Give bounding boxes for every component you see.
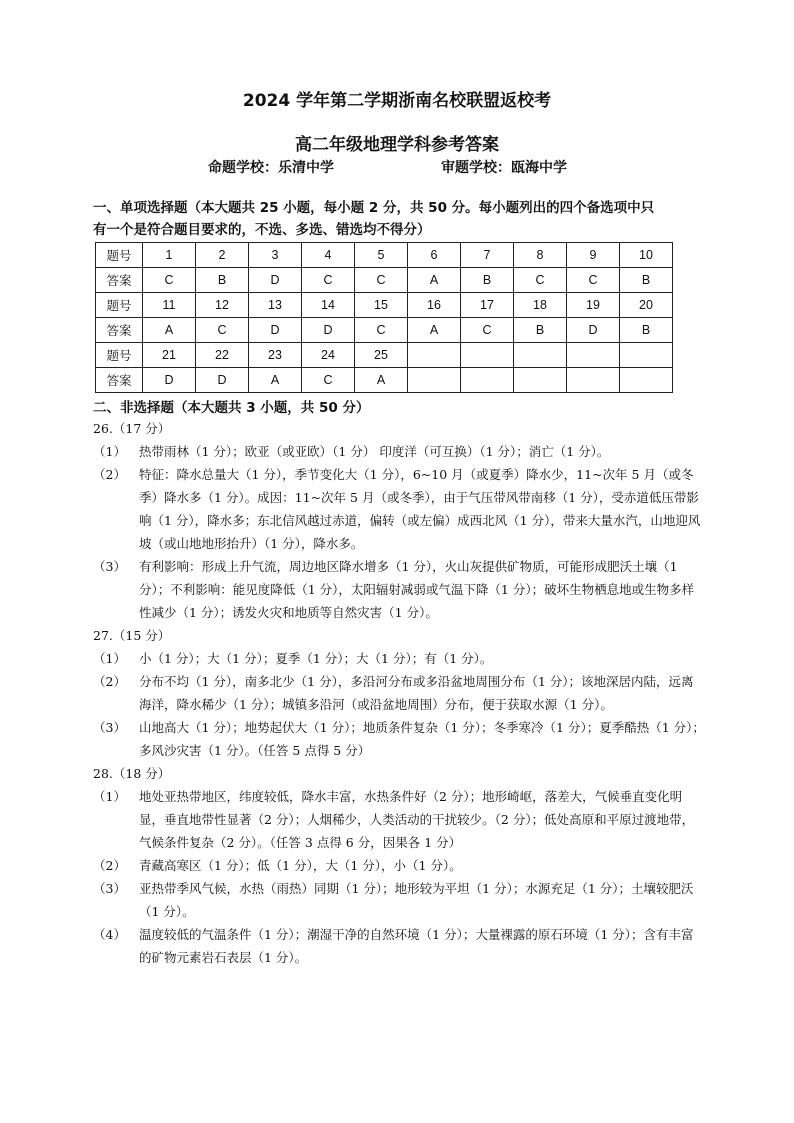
- reviewer-school: 审题学校：瓯海中学: [441, 160, 567, 176]
- question-title: 26.（17 分）: [93, 421, 171, 436]
- answer-cell: 19: [567, 293, 620, 318]
- answer-table: [95, 242, 673, 393]
- item-text: 青藏高寒区（1 分）；低（1 分），大（1 分），小（1 分）。: [139, 858, 462, 873]
- answer-cell: 9: [567, 243, 620, 268]
- answer-item: [93, 923, 705, 969]
- answer-cell: D: [196, 368, 249, 393]
- answer-item: [93, 877, 705, 923]
- answer-item: [93, 647, 705, 670]
- item-text: 温度较低的气温条件（1 分）；潮湿干净的自然环境（1 分）；大量裸露的原石环境（1 分）；含有丰富的矿物元素岩石表层（1 分）。: [139, 927, 694, 965]
- answer-cell: B: [196, 268, 249, 293]
- item-number: （3）: [93, 559, 126, 574]
- section1-heading: [93, 197, 705, 241]
- answer-cell: 6: [408, 243, 461, 268]
- item-text: 分布不均（1 分），南多北少（1 分），多沿河分布或多沿盆地周围分布（1 分）；该地深居内陆，远离海洋，降水稀少（1 分）；城镇多沿河（或沿盆地周围）分布，便于获取水源（1 分）。: [139, 674, 694, 712]
- answer-cell: 15: [355, 293, 408, 318]
- answer-table-row: [96, 243, 673, 268]
- item-number: （3）: [93, 720, 126, 735]
- item-text: 山地高大（1 分）；地势起伏大（1 分）；地质条件复杂（1 分）；冬季寒冷（1 分）；夏季酷热（1 分）；多风沙灾害（1 分）。（任答 5 点得 5 分）: [139, 720, 705, 758]
- answer-cell: [567, 368, 620, 393]
- answer-cell: 13: [249, 293, 302, 318]
- item-text: 热带雨林（1 分）；欧亚（或亚欧）（1 分） 印度洋（可互换）（1 分）；消亡（1 分）。: [139, 444, 610, 459]
- answer-cell: B: [514, 318, 567, 343]
- answer-cell: 11: [143, 293, 196, 318]
- answer-table-row: [96, 343, 673, 368]
- item-number: （2）: [93, 858, 126, 873]
- answer-cell: 24: [302, 343, 355, 368]
- item-text: 有利影响：形成上升气流，周边地区降水增多（1 分），火山灰提供矿物质，可能形成肥沃土壤（1 分）；不利影响：能见度降低（1 分），太阳辐射减弱或气温下降（1 分）；破坏生物栖息地或生物多样性减少（1 分）；诱发火灾和地质等自然灾害（1 分）。: [139, 559, 695, 620]
- row-label: 答案: [96, 268, 143, 293]
- answer-cell: [514, 368, 567, 393]
- answer-table-row: [96, 368, 673, 393]
- answer-cell: 14: [302, 293, 355, 318]
- answer-cell: A: [408, 318, 461, 343]
- answer-cell: 1: [143, 243, 196, 268]
- answer-item: [93, 463, 705, 555]
- answer-cell: 2: [196, 243, 249, 268]
- answer-table-row: [96, 268, 673, 293]
- answer-cell: C: [302, 268, 355, 293]
- answer-cell: B: [620, 268, 673, 293]
- row-label: 题号: [96, 343, 143, 368]
- answer-item: [93, 716, 705, 762]
- answer-cell: D: [567, 318, 620, 343]
- item-text: 小（1 分）；大（1 分）；夏季（1 分）；大（1 分）；有（1 分）。: [139, 651, 493, 666]
- answer-cell: [567, 343, 620, 368]
- question-title: 27.（15 分）: [93, 628, 171, 643]
- answer-table-row: [96, 293, 673, 318]
- document-subtitle: 高二年级地理学科参考答案: [295, 135, 499, 155]
- answer-cell: 3: [249, 243, 302, 268]
- answer-item: [93, 854, 705, 877]
- section1-heading-line2: 有一个是符合题目要求的，不选、多选、错选均不得分）: [93, 222, 431, 238]
- answer-cell: [408, 343, 461, 368]
- answer-cell: C: [196, 318, 249, 343]
- answer-cell: 16: [408, 293, 461, 318]
- answer-item: [93, 440, 705, 463]
- section1-heading-line1: 一、单项选择题（本大题共 25 小题，每小题 2 分，共 50 分。每小题列出的四个备选项中只: [93, 200, 655, 216]
- answer-cell: C: [302, 368, 355, 393]
- answer-item: [93, 555, 705, 624]
- answer-cell: 21: [143, 343, 196, 368]
- answer-cell: 23: [249, 343, 302, 368]
- answer-cell: 7: [461, 243, 514, 268]
- answer-cell: D: [143, 368, 196, 393]
- answer-cell: D: [249, 268, 302, 293]
- answer-cell: C: [461, 318, 514, 343]
- item-text: 亚热带季风气候，水热（雨热）同期（1 分）；地形较为平坦（1 分）；水源充足（1 分）；土壤较肥沃（1 分）。: [139, 881, 694, 919]
- answer-cell: [408, 368, 461, 393]
- answer-cell: C: [514, 268, 567, 293]
- answer-cell: [461, 368, 514, 393]
- row-label: 答案: [96, 368, 143, 393]
- questions-body: [93, 417, 705, 969]
- answer-cell: A: [355, 368, 408, 393]
- answer-cell: C: [355, 318, 408, 343]
- answer-cell: [461, 343, 514, 368]
- answer-cell: B: [461, 268, 514, 293]
- answer-cell: A: [408, 268, 461, 293]
- row-label: 题号: [96, 243, 143, 268]
- answer-cell: [620, 343, 673, 368]
- item-number: （4）: [93, 927, 126, 942]
- item-text: 特征：降水总量大（1 分），季节变化大（1 分），6~10 月（或夏季）降水少，11~次年 5 月（或冬季）降水多（1 分）。成因：11~次年 5 月（或冬季），由于气压带风带南移（1 分），受赤道低压带影响（1 分），降水多；东北信风越过赤道，偏转（或左偏）成西北风（1 分），带来大量水汽，山地迎风坡（或山地地形抬升）（1 分），降水多。: [139, 467, 701, 551]
- answer-cell: 17: [461, 293, 514, 318]
- row-label: 答案: [96, 318, 143, 343]
- answer-cell: 10: [620, 243, 673, 268]
- section2-heading: 二、非选择题（本大题共 3 小题，共 50 分）: [93, 400, 370, 416]
- answer-cell: A: [143, 318, 196, 343]
- answer-cell: 22: [196, 343, 249, 368]
- setter-school: 命题学校：乐清中学: [208, 160, 334, 176]
- question-title: 28.（18 分）: [93, 766, 171, 781]
- document-title: 2024 学年第二学期浙南名校联盟返校考: [242, 91, 552, 111]
- answer-cell: D: [302, 318, 355, 343]
- answer-cell: 18: [514, 293, 567, 318]
- answer-cell: C: [567, 268, 620, 293]
- answer-item: [93, 785, 705, 854]
- answer-cell: C: [355, 268, 408, 293]
- answer-cell: 8: [514, 243, 567, 268]
- answer-cell: 12: [196, 293, 249, 318]
- answer-item: [93, 670, 705, 716]
- answer-cell: 20: [620, 293, 673, 318]
- item-number: （2）: [93, 467, 126, 482]
- answer-cell: B: [620, 318, 673, 343]
- item-number: （3）: [93, 881, 126, 896]
- answer-cell: 25: [355, 343, 408, 368]
- answer-table-row: [96, 318, 673, 343]
- answer-cell: 4: [302, 243, 355, 268]
- answer-cell: [514, 343, 567, 368]
- answer-cell: D: [249, 318, 302, 343]
- answer-cell: 5: [355, 243, 408, 268]
- item-number: （1）: [93, 444, 126, 459]
- answer-cell: [620, 368, 673, 393]
- answer-cell: A: [249, 368, 302, 393]
- item-number: （1）: [93, 651, 126, 666]
- item-text: 地处亚热带地区，纬度较低，降水丰富，水热条件好（2 分）；地形崎岖，落差大，气候垂直变化明显，垂直地带性显著（2 分）；人烟稀少，人类活动的干扰较少。（2 分）；低处高原和平原过渡地带，气候条件复杂（2 分）。（任答 3 点得 6 分，因果各 1 分）: [139, 789, 695, 850]
- answer-cell: C: [143, 268, 196, 293]
- item-number: （1）: [93, 789, 126, 804]
- item-number: （2）: [93, 674, 126, 689]
- row-label: 题号: [96, 293, 143, 318]
